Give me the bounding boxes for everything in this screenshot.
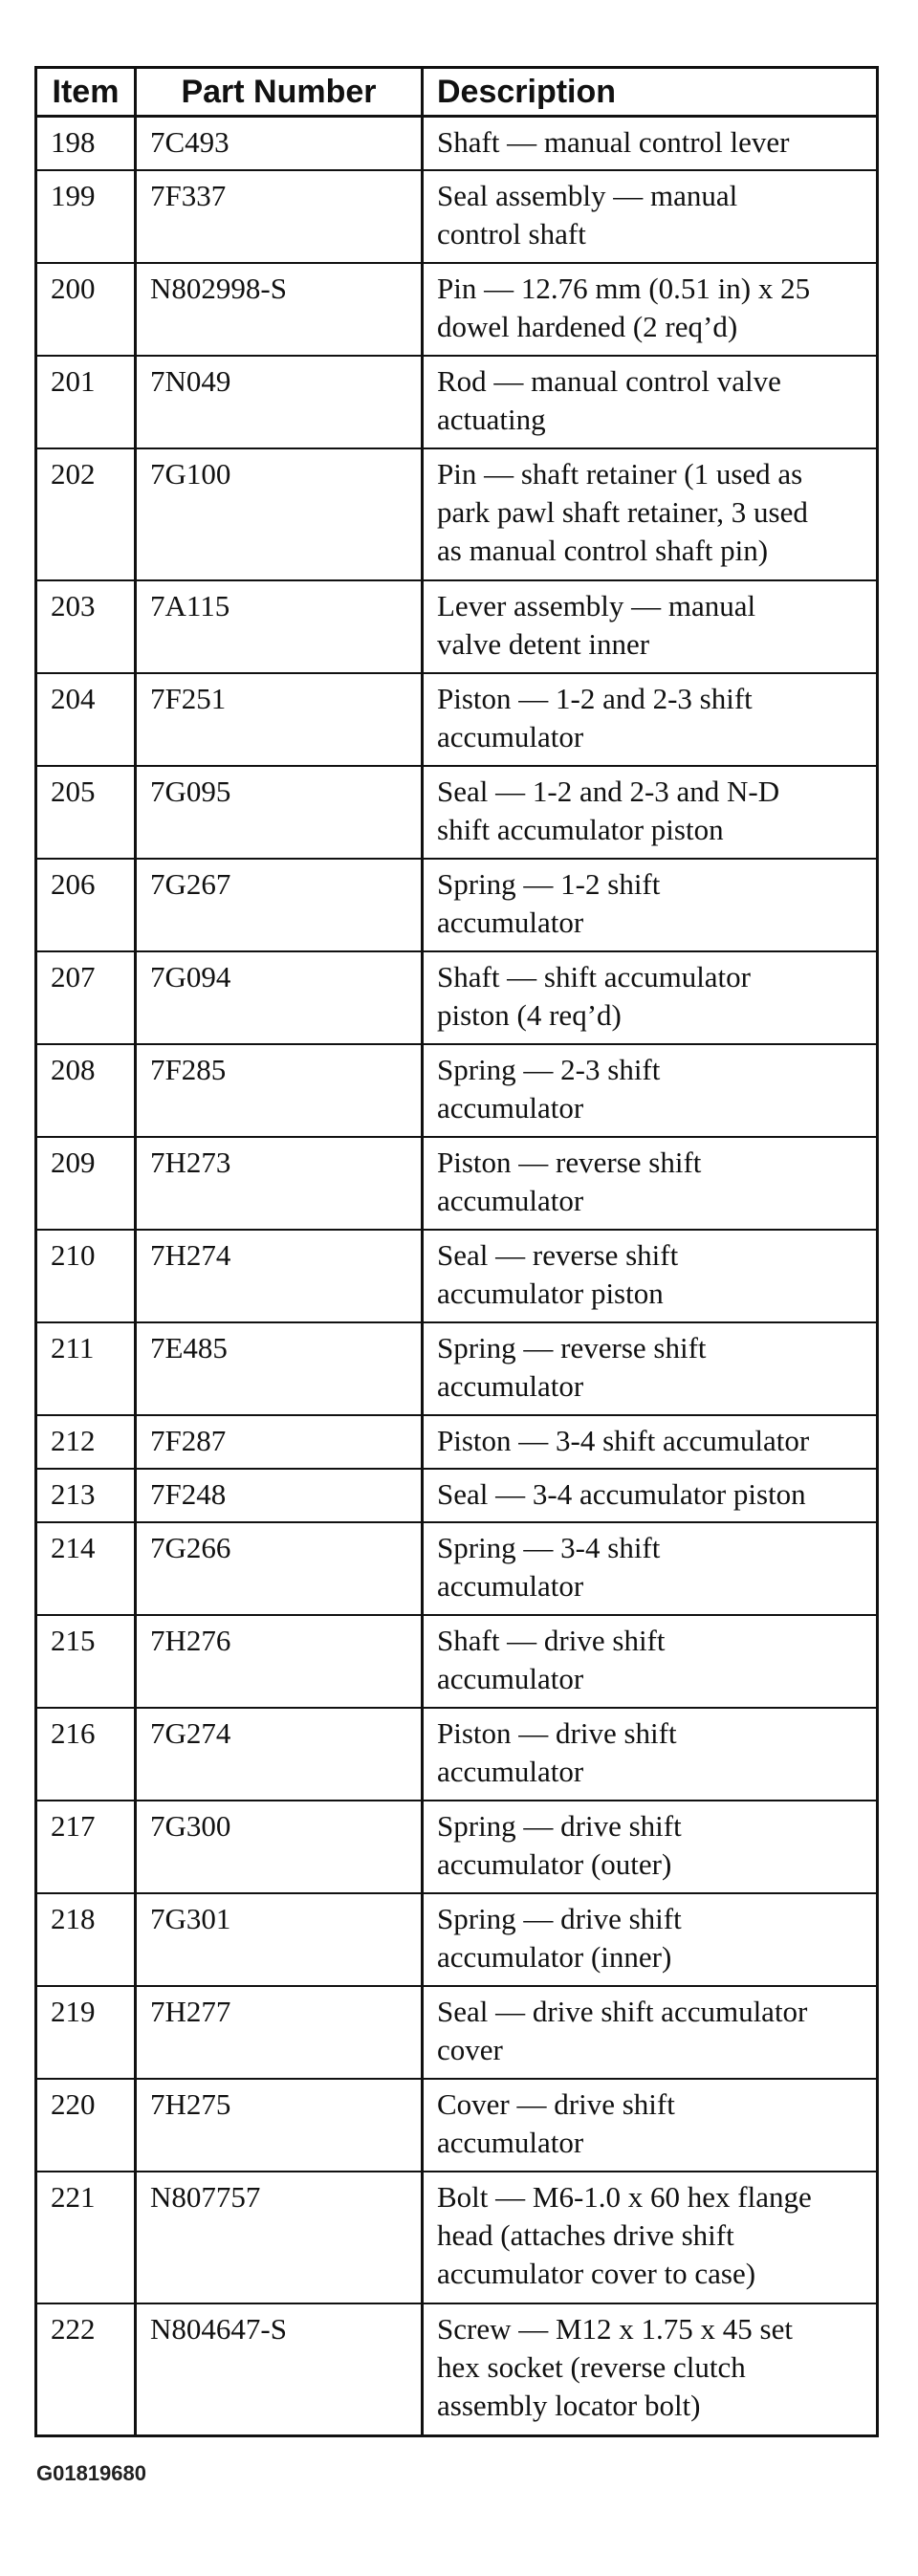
description-line: Shaft — shift accumulator bbox=[437, 960, 751, 993]
description-line: accumulator bbox=[437, 720, 584, 753]
table-row bbox=[36, 673, 878, 766]
description-line: shift accumulator piston bbox=[437, 813, 724, 846]
part-description bbox=[423, 580, 878, 673]
description-line: accumulator bbox=[437, 1369, 584, 1403]
header-description: Description bbox=[423, 68, 878, 117]
description-line: accumulator bbox=[437, 906, 584, 939]
part-number: 7G266 bbox=[136, 1522, 423, 1615]
table-row bbox=[36, 117, 878, 171]
table-row bbox=[36, 1322, 878, 1415]
table-row bbox=[36, 1708, 878, 1801]
part-number: 7F285 bbox=[136, 1044, 423, 1137]
part-number: 7F248 bbox=[136, 1469, 423, 1522]
part-number: 7A115 bbox=[136, 580, 423, 673]
item-number: 199 bbox=[36, 170, 136, 263]
table-row bbox=[36, 1044, 878, 1137]
table-row bbox=[36, 1986, 878, 2079]
table-row bbox=[36, 1801, 878, 1893]
part-description bbox=[423, 448, 878, 580]
item-number: 215 bbox=[36, 1615, 136, 1708]
table-row bbox=[36, 1893, 878, 1986]
header-item: Item bbox=[36, 68, 136, 117]
item-number: 205 bbox=[36, 766, 136, 859]
table-row bbox=[36, 1415, 878, 1469]
part-description bbox=[423, 1615, 878, 1708]
item-number: 209 bbox=[36, 1137, 136, 1230]
part-number: 7H273 bbox=[136, 1137, 423, 1230]
table-row bbox=[36, 2079, 878, 2172]
part-number: 7G100 bbox=[136, 448, 423, 580]
part-number: N804647-S bbox=[136, 2303, 423, 2436]
item-number: 218 bbox=[36, 1893, 136, 1986]
description-line: Spring — drive shift bbox=[437, 1809, 682, 1843]
part-description bbox=[423, 2303, 878, 2436]
item-number: 201 bbox=[36, 356, 136, 448]
part-description bbox=[423, 1137, 878, 1230]
description-line: park pawl shaft retainer, 3 used bbox=[437, 495, 808, 529]
part-description bbox=[423, 1230, 878, 1322]
part-number: N807757 bbox=[136, 2172, 423, 2303]
part-number: 7G095 bbox=[136, 766, 423, 859]
description-line: assembly locator bolt) bbox=[437, 2389, 701, 2422]
table-row bbox=[36, 448, 878, 580]
table-row bbox=[36, 1615, 878, 1708]
description-line: Seal — 3-4 accumulator piston bbox=[437, 1477, 806, 1511]
part-description bbox=[423, 117, 878, 171]
item-number: 208 bbox=[36, 1044, 136, 1137]
part-description bbox=[423, 1044, 878, 1137]
description-line: control shaft bbox=[437, 217, 586, 251]
part-description bbox=[423, 1322, 878, 1415]
header-part-number: Part Number bbox=[136, 68, 423, 117]
part-number: 7F337 bbox=[136, 170, 423, 263]
table-row bbox=[36, 580, 878, 673]
item-number: 221 bbox=[36, 2172, 136, 2303]
description-line: Spring — reverse shift bbox=[437, 1331, 707, 1364]
description-line: Piston — drive shift bbox=[437, 1716, 677, 1750]
description-line: accumulator (outer) bbox=[437, 1847, 672, 1881]
part-number: 7F287 bbox=[136, 1415, 423, 1469]
part-description bbox=[423, 1708, 878, 1801]
part-number: 7N049 bbox=[136, 356, 423, 448]
description-line: actuating bbox=[437, 403, 546, 436]
table-row bbox=[36, 263, 878, 356]
description-line: Spring — 3-4 shift bbox=[437, 1531, 661, 1564]
part-description bbox=[423, 263, 878, 356]
part-description bbox=[423, 1893, 878, 1986]
description-line: Piston — 3-4 shift accumulator bbox=[437, 1424, 810, 1457]
table-row bbox=[36, 1469, 878, 1522]
description-line: Seal — reverse shift bbox=[437, 1238, 679, 1272]
description-line: dowel hardened (2 req’d) bbox=[437, 310, 738, 343]
item-number: 212 bbox=[36, 1415, 136, 1469]
description-line: Pin — 12.76 mm (0.51 in) x 25 bbox=[437, 272, 811, 305]
description-line: Bolt — M6-1.0 x 60 hex flange bbox=[437, 2180, 812, 2214]
part-number: 7G094 bbox=[136, 951, 423, 1044]
part-description bbox=[423, 766, 878, 859]
item-number: 214 bbox=[36, 1522, 136, 1615]
description-line: Spring — drive shift bbox=[437, 1902, 682, 1935]
part-description bbox=[423, 1522, 878, 1615]
item-number: 220 bbox=[36, 2079, 136, 2172]
item-number: 207 bbox=[36, 951, 136, 1044]
description-line: Cover — drive shift bbox=[437, 2087, 675, 2121]
description-line: Piston — 1-2 and 2-3 shift bbox=[437, 682, 753, 715]
part-description bbox=[423, 859, 878, 951]
part-number: 7H274 bbox=[136, 1230, 423, 1322]
description-line: Piston — reverse shift bbox=[437, 1146, 702, 1179]
description-line: Screw — M12 x 1.75 x 45 set bbox=[437, 2312, 793, 2346]
table-row bbox=[36, 1230, 878, 1322]
item-number: 211 bbox=[36, 1322, 136, 1415]
item-number: 198 bbox=[36, 117, 136, 171]
part-number: 7G274 bbox=[136, 1708, 423, 1801]
description-line: cover bbox=[437, 2033, 503, 2066]
part-number: 7G300 bbox=[136, 1801, 423, 1893]
part-number: 7E485 bbox=[136, 1322, 423, 1415]
item-number: 217 bbox=[36, 1801, 136, 1893]
description-line: accumulator bbox=[437, 1662, 584, 1695]
part-number: 7H275 bbox=[136, 2079, 423, 2172]
part-description bbox=[423, 1415, 878, 1469]
part-number: N802998-S bbox=[136, 263, 423, 356]
part-description bbox=[423, 170, 878, 263]
description-line: Lever assembly — manual bbox=[437, 589, 756, 622]
part-description bbox=[423, 673, 878, 766]
description-line: Shaft — drive shift bbox=[437, 1624, 666, 1657]
table-body bbox=[36, 117, 878, 2436]
item-number: 206 bbox=[36, 859, 136, 951]
description-line: accumulator bbox=[437, 1184, 584, 1217]
item-number: 204 bbox=[36, 673, 136, 766]
description-line: Rod — manual control valve bbox=[437, 364, 781, 398]
description-line: accumulator (inner) bbox=[437, 1940, 672, 1974]
figure-code: G01819680 bbox=[36, 2461, 146, 2485]
table-row bbox=[36, 1522, 878, 1615]
description-line: Seal — 1-2 and 2-3 and N-D bbox=[437, 775, 780, 808]
part-number: 7H277 bbox=[136, 1986, 423, 2079]
description-line: accumulator bbox=[437, 1091, 584, 1124]
part-number: 7G301 bbox=[136, 1893, 423, 1986]
description-line: head (attaches drive shift bbox=[437, 2218, 734, 2252]
item-number: 222 bbox=[36, 2303, 136, 2436]
description-line: valve detent inner bbox=[437, 627, 650, 661]
description-line: hex socket (reverse clutch bbox=[437, 2350, 746, 2384]
description-line: Spring — 1-2 shift bbox=[437, 867, 661, 901]
part-number: 7F251 bbox=[136, 673, 423, 766]
description-line: accumulator bbox=[437, 1755, 584, 1788]
part-description bbox=[423, 1801, 878, 1893]
table-row bbox=[36, 356, 878, 448]
item-number: 210 bbox=[36, 1230, 136, 1322]
part-number: 7C493 bbox=[136, 117, 423, 171]
table-row bbox=[36, 766, 878, 859]
table-row bbox=[36, 951, 878, 1044]
description-line: accumulator bbox=[437, 2126, 584, 2159]
item-number: 200 bbox=[36, 263, 136, 356]
part-number: 7H276 bbox=[136, 1615, 423, 1708]
description-line: Pin — shaft retainer (1 used as bbox=[437, 457, 803, 491]
description-line: as manual control shaft pin) bbox=[437, 534, 769, 567]
item-number: 219 bbox=[36, 1986, 136, 2079]
part-number: 7G267 bbox=[136, 859, 423, 951]
table-row bbox=[36, 859, 878, 951]
part-description bbox=[423, 356, 878, 448]
description-line: accumulator piston bbox=[437, 1277, 664, 1310]
description-line: Shaft — manual control lever bbox=[437, 125, 790, 159]
item-number: 216 bbox=[36, 1708, 136, 1801]
description-line: accumulator cover to case) bbox=[437, 2257, 756, 2290]
description-line: accumulator bbox=[437, 1569, 584, 1603]
part-description bbox=[423, 1986, 878, 2079]
part-description bbox=[423, 951, 878, 1044]
description-line: Spring — 2-3 shift bbox=[437, 1053, 661, 1086]
parts-table bbox=[34, 66, 879, 2437]
part-description bbox=[423, 2172, 878, 2303]
part-description bbox=[423, 2079, 878, 2172]
item-number: 213 bbox=[36, 1469, 136, 1522]
table-header bbox=[36, 68, 878, 117]
table-row bbox=[36, 2172, 878, 2303]
description-line: Seal — drive shift accumulator bbox=[437, 1995, 808, 2028]
table-row bbox=[36, 2303, 878, 2436]
part-description bbox=[423, 1469, 878, 1522]
description-line: piston (4 req’d) bbox=[437, 998, 622, 1032]
header-row bbox=[36, 68, 878, 117]
table-row bbox=[36, 1137, 878, 1230]
table-row bbox=[36, 170, 878, 263]
description-line: Seal assembly — manual bbox=[437, 179, 738, 212]
item-number: 202 bbox=[36, 448, 136, 580]
item-number: 203 bbox=[36, 580, 136, 673]
